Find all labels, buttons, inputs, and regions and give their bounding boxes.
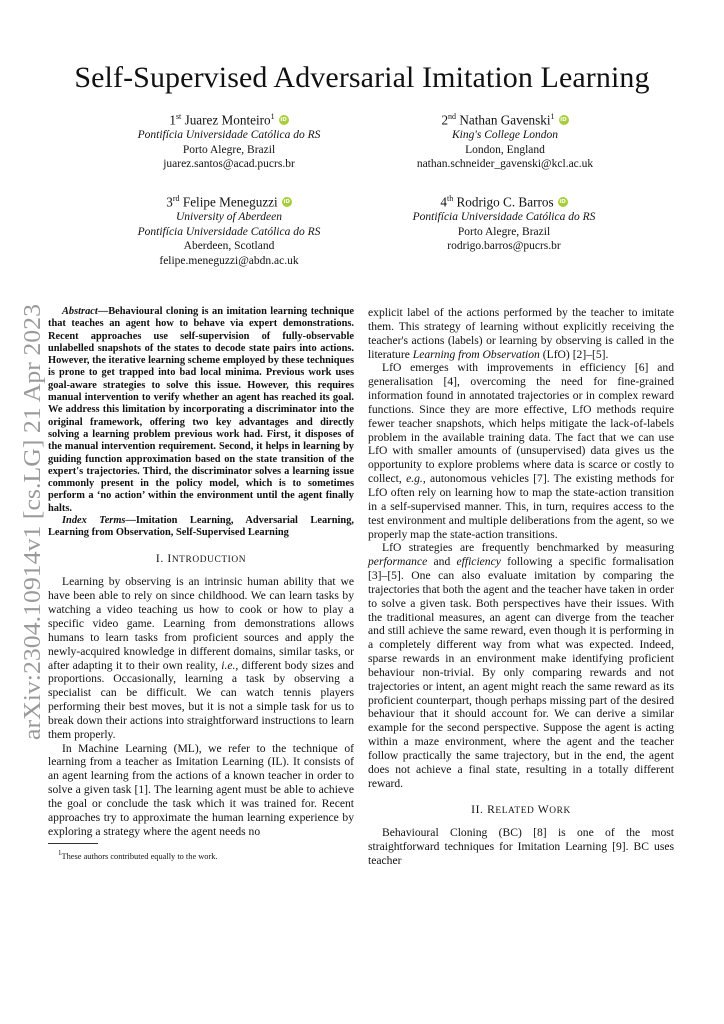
index-terms-label: Index Terms <box>62 515 126 527</box>
orcid-icon[interactable] <box>558 197 568 207</box>
author-location: Porto Alegre, Brazil <box>182 143 276 156</box>
paragraph: LfO strategies are frequently benchmarked by measuring performance and efficiency following a specific formalisation [3]–[5]. One can also evaluate imitation by comparing the trajectories that both the agent and the teacher have taken in order to solve a given task. Both perspectives have their issues. With the traditional measures, an agent can diverge from the teacher and still achieve the same reward, even though it is performing in a completely different way from what was expected. Indeed, sparse rewards in an environment make identifying proficient behaviour non-trivial. By only comparing rewards and not trajectories or intent, an agent might reach the same reward as its proficient counterpart, though perhaps missing part of the desired behaviour that it should account for. We can derive a similar example for the second perspective. Suppose the agent is acting within a maze environment, where the agent and the teacher follow practically the same trajectory, but in the end, the agent does not achieve a final state, resulting in a totally different reward. <box>368 541 674 790</box>
index-terms <box>48 515 354 540</box>
author-block-4 <box>388 190 620 254</box>
author-name-1: 1st Juarez Monteiro$^1$iD <box>118 108 340 128</box>
author-affiliation: Pontifícia Universidade Católica do RS <box>412 211 596 224</box>
author-block-1 <box>118 108 340 172</box>
author-email: rodrigo.barros@pucrs.br <box>447 240 561 253</box>
abstract <box>48 306 354 515</box>
author-block-3 <box>108 190 350 268</box>
paragraph: explicit label of the actions performed by the teacher to imitate them. This strategy of learning without explicitly receiving the teacher's actions (labels) or learning by observing is called in the literature Learning from Observation (LfO) [2]–[5]. <box>368 306 674 361</box>
author-name-2: 2nd Nathan Gavenski$^1$iD <box>392 108 618 128</box>
author-affiliation: Pontifícia Universidade Católica do RS <box>137 129 321 142</box>
author-email: felipe.meneguzzi@abdn.ac.uk <box>159 254 299 267</box>
paper-title: Self-Supervised Adversarial Imitation Learning <box>74 61 650 94</box>
arxiv-stamp-text: arXiv:2304.10914v1 [cs.LG] 21 Apr 2023 <box>20 334 46 740</box>
abstract-text: —Behavioural cloning is an imitation learning technique that teaches an agent how to behave via expert demonstrations. Recent approaches use self-supervision of fully-observable unlabelled snapshots of the states to decode state pairs into actions. However, the iterative learning scheme employed by these techniques is prone to get trapped into bad local minima. Previous work uses goal-aware strategies to solve this issue. However, this requires manual intervention to verify whether an agent has reached its goal. We address this limitation by incorporating a discriminator into the original framework, offering two key advantages and directly solving a learning problem previous work had. First, it disposes of the manual intervention requirement. Second, it helps in learning by guiding function approximation based on the state transition of the expert's trajectories. Third, the discriminator solves a learning issue commonly present in the policy model, which is to sometimes perform a ‘no action’ within the environment until the agent finally halts. <box>48 306 354 514</box>
author-affiliation: University of Aberdeen <box>175 211 283 224</box>
author-email: nathan.schneider_gavenski@kcl.ac.uk <box>416 158 594 171</box>
paragraph: Learning by observing is an intrinsic human ability that we have been able to rely on since childhood. We can learn tasks by watching a video teaching us how to cook or how to play a specific video game. Learning from demonstrations allows humans to learn tasks from proficient sources and apply the newly-acquired knowledge in different domains, similar tasks, or after adapting it to their own reality, i.e., different body sizes and proportions. Occasionally, learning a task by observing a specialist can be difficult. We can watch tennis players performing their best moves, but it is not a simple task for us to break down their actions into straightforward instructions to learn them properly. <box>48 575 354 741</box>
orcid-icon[interactable] <box>279 115 289 125</box>
arxiv-stamp[interactable] <box>4 302 54 742</box>
author-location: London, England <box>465 143 545 156</box>
abstract-label: Abstract <box>62 306 98 317</box>
orcid-icon[interactable] <box>559 115 569 125</box>
author-email: juarez.santos@acad.pucrs.br <box>163 158 295 171</box>
author-block-2 <box>392 108 618 172</box>
paragraph: In Machine Learning (ML), we refer to the technique of learning from a teacher as Imitation Learning (IL). It consists of an agent learning from the actions of a known teacher in order to solve a given task [1]. The learning agent must be able to achieve the goal or conclude the task which it was trained for. Recent approaches try to approximate the human learning experience by exploring a strategy where the agent needs no <box>48 741 354 838</box>
footnote: $^1$These authors contributed equally to the work. <box>58 848 218 861</box>
author-location: Aberdeen, Scotland <box>183 240 275 253</box>
author-name-4: 4th Rodrigo C. BarrosiD <box>388 190 620 210</box>
footnote-rule <box>48 843 98 844</box>
right-column <box>368 306 674 868</box>
section-heading-related-work: II. RELATED WORK <box>471 802 571 816</box>
author-location: Porto Alegre, Brazil <box>457 225 551 238</box>
paragraph: LfO emerges with improvements in efficiency [6] and generalisation [4], overcoming the need for fine-grained information found in annotated trajectories or in complex reward functions. Since they are more effective, LfO methods require fewer teacher snapshots, which helps mitigate the lack-of-labels problem in the available training data. The fact that we can use LfO with smaller amounts of (unsupervised) data gives us the opportunity to explore problems where data is scarce or costly to collect, e.g., autonomous vehicles [7]. The existing methods for LfO often rely on learning how to map the state-action transition in a self-supervised manner. This, in turn, requires access to the test environment and multiple deliberations from the agent, so we properly map the state-action transitions. <box>368 361 674 541</box>
section-heading-introduction: I. INTRODUCTION <box>155 551 247 565</box>
orcid-icon[interactable] <box>282 197 292 207</box>
author-affiliation: Pontifícia Universidade Católica do RS <box>137 225 321 238</box>
author-name-3: 3rd Felipe MeneguzziiD <box>108 190 350 210</box>
author-affiliation: King's College London <box>452 129 558 142</box>
index-terms-text: —Imitation Learning, Adversarial Learning, Learning from Observation, Self-Supervised Learning <box>48 515 354 539</box>
left-column <box>48 306 354 861</box>
paragraph: Behavioural Cloning (BC) [8] is one of the most straightforward techniques for Imitation Learning [9]. BC uses teacher <box>368 826 674 868</box>
